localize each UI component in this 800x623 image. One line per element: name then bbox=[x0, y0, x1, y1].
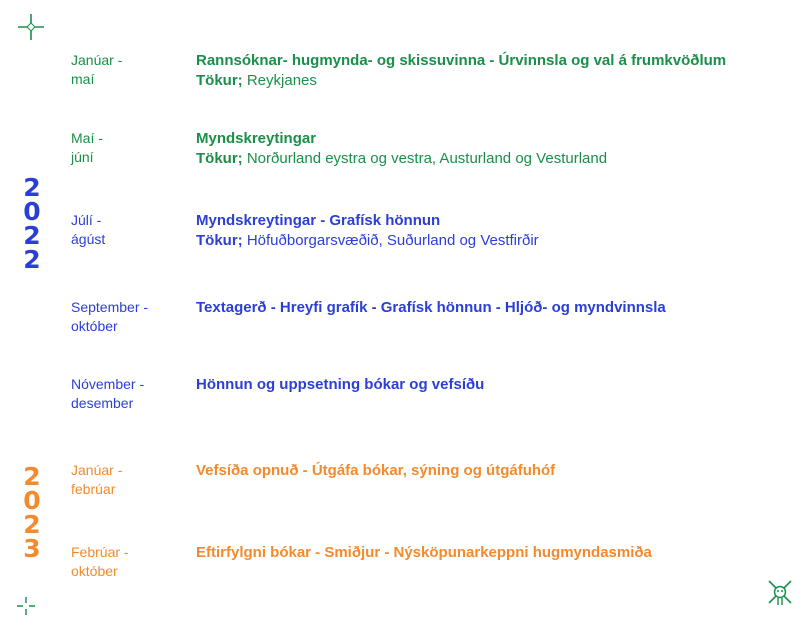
date-range bbox=[71, 298, 181, 336]
row-description bbox=[196, 211, 796, 251]
year-digit: 0 bbox=[23, 197, 41, 226]
date-end: október bbox=[71, 563, 118, 579]
date-range bbox=[71, 211, 181, 249]
row-title: Vefsíða opnuð - Útgáfa bókar, sýning og útgáfuhóf bbox=[196, 462, 556, 479]
year-2023-label bbox=[18, 462, 46, 563]
row-subtitle bbox=[196, 71, 796, 91]
row-title: Myndskreytingar - Grafísk hönnun bbox=[196, 212, 441, 229]
row-description bbox=[196, 298, 796, 318]
date-start: Janúar - bbox=[71, 52, 123, 68]
date-end: desember bbox=[71, 395, 134, 411]
year-digit: 2 bbox=[23, 510, 41, 539]
date-start: Janúar - bbox=[71, 462, 123, 478]
filming-label: Tökur; bbox=[196, 72, 243, 89]
robot-logo-icon bbox=[766, 578, 794, 608]
row-description bbox=[196, 461, 796, 481]
date-start: Febrúar - bbox=[71, 544, 129, 560]
year-digit: 2 bbox=[23, 173, 41, 202]
date-range bbox=[71, 375, 181, 413]
date-start: Maí - bbox=[71, 130, 103, 146]
date-range bbox=[71, 543, 181, 581]
filming-locations: Reykjanes bbox=[242, 72, 317, 89]
row-subtitle bbox=[196, 231, 796, 251]
date-end: október bbox=[71, 318, 118, 334]
filming-label: Tökur; bbox=[196, 232, 243, 249]
date-range bbox=[71, 129, 181, 167]
date-start: September - bbox=[71, 299, 149, 315]
row-subtitle bbox=[196, 149, 796, 169]
date-start: Júlí - bbox=[71, 212, 102, 228]
year-digit: 2 bbox=[23, 221, 41, 250]
date-range bbox=[71, 461, 181, 499]
sparkle-icon bbox=[16, 12, 46, 42]
row-title: Hönnun og uppsetning bókar og vefsíðu bbox=[196, 376, 485, 393]
year-digit: 3 bbox=[23, 534, 41, 563]
row-title: Myndskreytingar bbox=[196, 130, 317, 147]
row-title: Rannsóknar- hugmynda- og skissuvinna - Úrvinnsla og val á frumkvöðlum bbox=[196, 52, 727, 69]
sparkle-icon bbox=[16, 596, 36, 616]
row-description bbox=[196, 51, 796, 91]
year-digit: 2 bbox=[23, 462, 41, 491]
row-description bbox=[196, 543, 796, 563]
date-start: Nóvember - bbox=[71, 376, 145, 392]
date-end: maí bbox=[71, 71, 95, 87]
date-end: ágúst bbox=[71, 231, 106, 247]
year-2022-label bbox=[18, 173, 46, 274]
year-digit: 0 bbox=[23, 486, 41, 515]
row-title: Eftirfylgni bókar - Smiðjur - Nýsköpunarkeppni hugmyndasmiða bbox=[196, 544, 652, 561]
year-digit: 2 bbox=[23, 245, 41, 274]
row-description bbox=[196, 129, 796, 169]
filming-label: Tökur; bbox=[196, 150, 243, 167]
date-end: júní bbox=[71, 149, 94, 165]
row-title: Textagerð - Hreyfi grafík - Grafísk hönnun - Hljóð- og myndvinnsla bbox=[196, 299, 666, 316]
date-range bbox=[71, 51, 181, 89]
date-end: febrúar bbox=[71, 481, 116, 497]
filming-locations: Höfuðborgarsvæðið, Suðurland og Vestfirðir bbox=[242, 232, 539, 249]
filming-locations: Norðurland eystra og vestra, Austurland og Vesturland bbox=[242, 150, 608, 167]
row-description bbox=[196, 375, 796, 395]
